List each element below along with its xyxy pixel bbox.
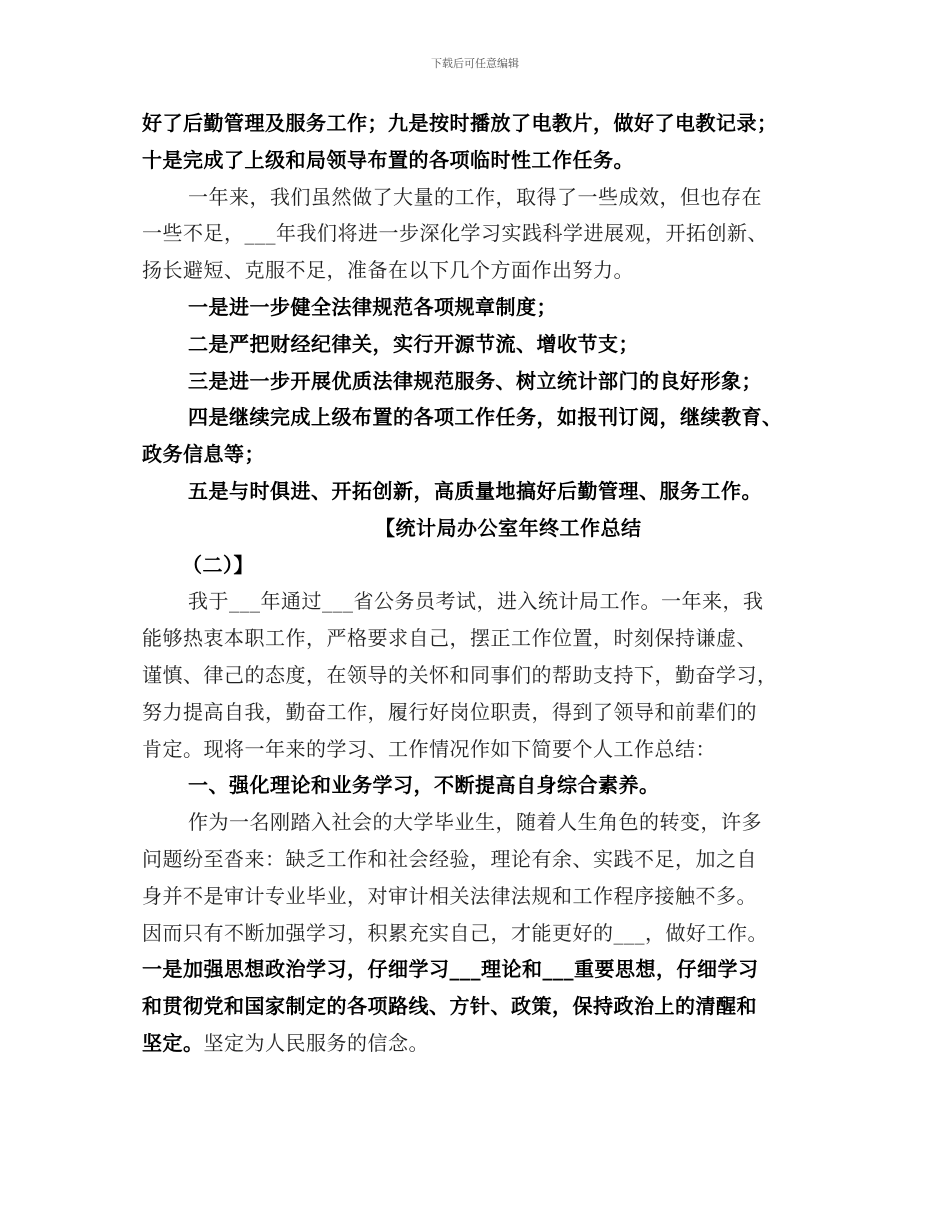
- paragraph-line: 因而只有不断加强学习，积累充实自己，才能更好的___，做好工作。: [142, 920, 768, 945]
- paragraph-line: 作为一名刚踏入社会的大学毕业生，随着人生角色的转变，许多: [188, 810, 762, 835]
- paragraph-line: 问题纷至沓来：缺乏工作和社会经验，理论有余、实践不足，加之自: [142, 846, 757, 871]
- page-header: 下载后可任意编辑: [431, 57, 519, 70]
- paragraph-line: 扬长避短、克服不足，准备在以下几个方面作出努力。: [142, 258, 634, 283]
- paragraph-line: 一年来，我们虽然做了大量的工作，取得了一些成效，但也存在: [188, 184, 762, 209]
- paragraph-line: 我于___年通过___省公务员考试，进入统计局工作。一年来，我: [188, 589, 764, 614]
- paragraph-line: 努力提高自我，勤奋工作，履行好岗位职责，得到了领导和前辈们的: [142, 699, 757, 724]
- paragraph-line: 肯定。现将一年来的学习、工作情况作如下简要个人工作总结：: [142, 736, 716, 761]
- list-item: 二是严把财经纪律关，实行开源节流、增收节支；: [188, 331, 639, 356]
- paragraph-line: 和贯彻党和国家制定的各项路线、方针、政策，保持政治上的清醒和: [142, 994, 757, 1019]
- paragraph-line: 谨慎、律己的态度，在领导的关怀和同事们的帮助支持下，勤奋学习，: [142, 662, 778, 687]
- section-title-continued: （二）】: [182, 552, 254, 577]
- subsection-heading: 一、强化理论和业务学习，不断提高自身综合素养。: [188, 773, 660, 798]
- paragraph-line: 身并不是审计专业毕业，对审计相关法律法规和工作程序接触不多。: [142, 883, 757, 908]
- list-item: 五是与时俱进、开拓创新，高质量地搞好后勤管理、服务工作。: [188, 478, 762, 503]
- document-body: [142, 105, 822, 1062]
- paragraph-line: 十是完成了上级和局领导布置的各项临时性工作任务。: [142, 147, 634, 172]
- list-item-continued: 政务信息等；: [142, 442, 265, 467]
- paragraph-line: 能够热衷本职工作，严格要求自己，摆正工作位置，时刻保持谦虚、: [142, 626, 757, 651]
- section-title: 【统计局办公室年终工作总结: [375, 515, 642, 540]
- list-item: 三是进一步开展优质法律规范服务、树立统计部门的良好形象；: [188, 368, 762, 393]
- paragraph-line: [142, 1025, 822, 1062]
- paragraph-line: 好了后勤管理及服务工作；九是按时播放了电教片，做好了电教记录；: [142, 111, 778, 135]
- paragraph-line: 一些不足，___年我们将进一步深化学习实践科学进展观，开拓创新、: [142, 221, 768, 246]
- paragraph-line: 一是加强思想政治学习，仔细学习___理论和___重要思想，仔细学习: [142, 957, 759, 982]
- normal-text: 坚定为人民服务的信念。: [203, 1030, 429, 1055]
- list-item: 一是进一步健全法律规范各项规章制度；: [188, 294, 557, 319]
- list-item: 四是继续完成上级布置的各项工作任务，如报刊订阅，继续教育、: [188, 405, 783, 430]
- bold-text: 坚定。: [142, 1030, 204, 1055]
